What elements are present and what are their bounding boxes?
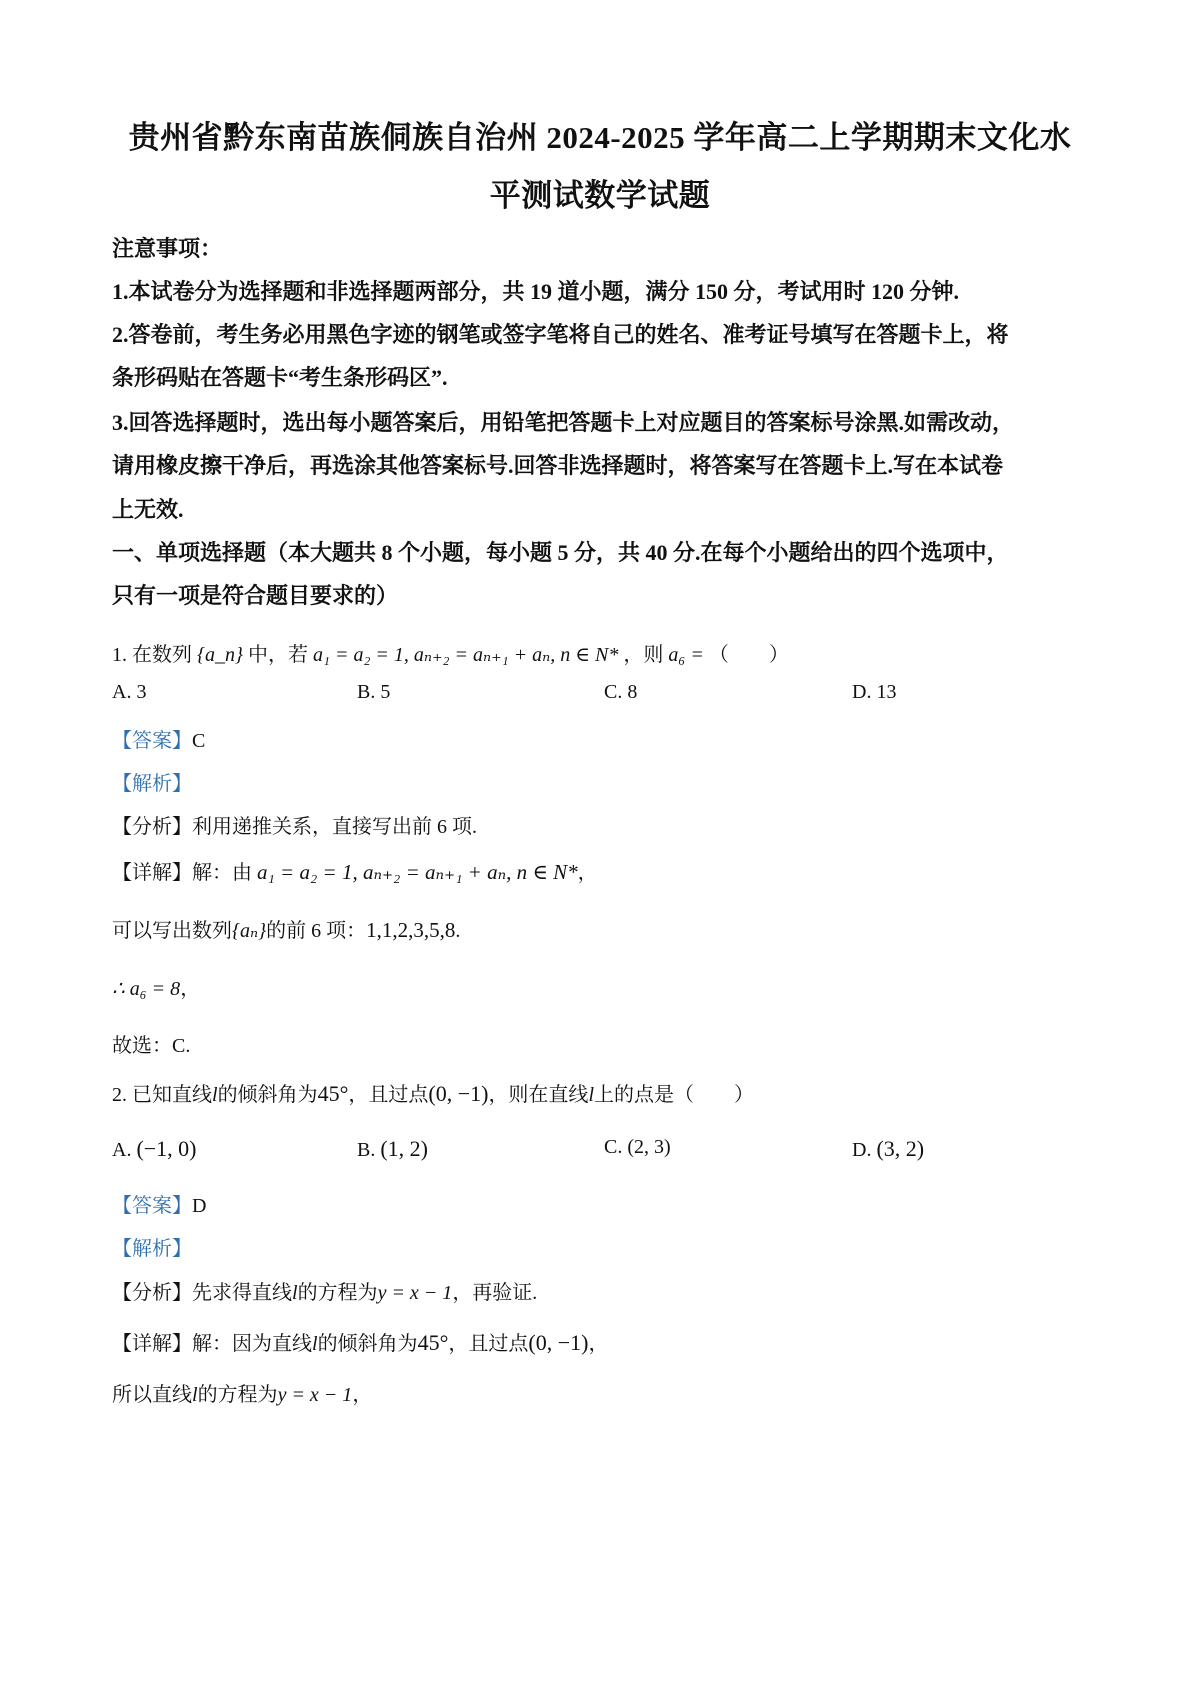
q1-answer-tag: 【答案】 xyxy=(112,730,192,752)
notice-item-3: 3.回答选择题时，选出每小题答案后，用铅笔把答题卡上对应题目的答案标号涂黑.如需改动， xyxy=(112,410,1015,435)
q2-option-d-value: (3, 2) xyxy=(876,1136,925,1161)
title-line-2: 平测试数学试题 xyxy=(489,178,711,213)
q2-mid1: 的倾斜角为 xyxy=(217,1084,318,1106)
q1-write-mid: 的前 6 项： xyxy=(266,920,367,942)
q1-detail-condition: a₁ = a₂ = 1, aₙ₊₂ = aₙ₊₁ + aₙ, n ∈ N* xyxy=(257,860,578,884)
q2-fenxi-mid: 的方程为 xyxy=(297,1282,378,1304)
q2-answer xyxy=(112,1189,206,1218)
notice-item-2: 2.答卷前，考生务必用黑色字迹的钢笔或签字笔将自己的姓名、准考证号填写在答题卡上，将 xyxy=(112,322,1009,347)
q2-mid4: 上的点是（ ） xyxy=(594,1084,754,1106)
q1-option-d: D. 13 xyxy=(852,681,897,703)
q1-answer-value: C xyxy=(192,730,206,752)
q1-detail-prefix: 【详解】解：由 xyxy=(112,862,252,884)
q1-write-values: 1,1,2,3,5,8 xyxy=(366,918,456,942)
q1-choose: 故选：C. xyxy=(112,1035,191,1057)
q2-option-c-value: (2, 3) xyxy=(627,1136,671,1158)
q2-mid2: ，且过点 xyxy=(348,1084,429,1106)
q2-so-l: l xyxy=(192,1384,198,1406)
q1-fenxi: 【分析】利用递推关系，直接写出前 6 项. xyxy=(112,816,477,838)
q1-option-b: B. 5 xyxy=(357,681,391,703)
q1-analysis-tag: 【解析】 xyxy=(112,773,192,795)
q1-write-prefix: 可以写出数列 xyxy=(112,920,232,942)
q1-therefore xyxy=(112,972,200,1001)
q2-fenxi-prefix: 【分析】先求得直线 xyxy=(112,1282,292,1304)
q2-so-prefix: 所以直线 xyxy=(112,1384,192,1406)
notice-heading: 注意事项： xyxy=(112,236,223,261)
q2-option-d-letter: D. xyxy=(852,1139,872,1161)
q2-l: l xyxy=(212,1084,218,1106)
q1-paren: （ ） xyxy=(708,644,789,666)
q1-condition: a₁ = a₂ = 1, aₙ₊₂ = aₙ₊₁ + aₙ, n ∈ N* xyxy=(313,644,619,666)
section-heading-1: 一、单项选择题（本大题共 8 个小题，每小题 5 分，共 40 分.在每个小题给出的四个选项中， xyxy=(112,540,1009,565)
q2-mid3: ，则在直线 xyxy=(488,1084,589,1106)
q2-analysis-tag: 【解析】 xyxy=(112,1238,192,1260)
q2-detail-angle: 45° xyxy=(417,1330,449,1355)
q2-detail-mid1: 的倾斜角为 xyxy=(317,1333,418,1355)
q2-detail-point: (0, −1) xyxy=(528,1330,589,1355)
q2-l-2: l xyxy=(588,1084,594,1106)
notice-item-2-cont: 条形码贴在答题卡“考生条形码区”. xyxy=(112,365,448,390)
q1-prefix: 1. 在数列 xyxy=(112,644,192,666)
q2-so-eq: y = x − 1 xyxy=(277,1384,353,1406)
q1-detail-end: ， xyxy=(577,862,598,884)
q1-write-seq: {aₙ} xyxy=(232,920,267,942)
q1-mid: 中，若 xyxy=(248,644,308,666)
q2-detail-end: ， xyxy=(588,1333,609,1355)
q1-detail xyxy=(112,856,598,885)
q2-option-b xyxy=(357,1136,428,1162)
question-1-stem xyxy=(112,638,789,667)
q1-option-c: C. 8 xyxy=(604,681,638,703)
q2-detail-l: l xyxy=(312,1333,318,1355)
q2-detail-prefix: 【详解】解：因为直线 xyxy=(112,1333,312,1355)
q1-therefore-end: ， xyxy=(180,978,201,1000)
q1-option-a: A. 3 xyxy=(112,681,147,703)
q2-fenxi-end: ，再验证. xyxy=(452,1282,538,1304)
q2-fenxi-l: l xyxy=(292,1282,298,1304)
q2-option-c-letter: C. xyxy=(604,1136,623,1158)
question-2-stem xyxy=(112,1078,754,1107)
q2-option-b-letter: B. xyxy=(357,1139,376,1161)
title-line-1: 贵州省黔东南苗族侗族自治州 2024-2025 学年高二上学期期末文化水 xyxy=(128,120,1072,155)
q2-angle: 45° xyxy=(317,1081,349,1106)
q2-option-b-value: (1, 2) xyxy=(380,1136,428,1161)
q1-seq: {a_n} xyxy=(197,644,243,666)
q1-answer xyxy=(112,724,205,753)
q2-so-mid: 的方程为 xyxy=(197,1384,278,1406)
q2-option-c xyxy=(604,1136,671,1159)
q1-write xyxy=(112,914,460,943)
q2-so xyxy=(112,1378,372,1407)
notice-item-1: 1.本试卷分为选择题和非选择题两部分，共 19 道小题，满分 150 分，考试用时 120 分钟. xyxy=(112,279,960,304)
q2-option-a-value: (−1, 0) xyxy=(136,1136,197,1161)
q2-option-a-letter: A. xyxy=(112,1139,132,1161)
q1-therefore-eq: ∴ a₆ = 8 xyxy=(112,978,181,1000)
q2-option-d xyxy=(852,1136,924,1162)
q2-so-end: ， xyxy=(352,1384,373,1406)
section-heading-2: 只有一项是符合题目要求的） xyxy=(112,583,399,608)
q1-then: ，则 xyxy=(623,644,664,666)
q2-answer-value: D xyxy=(192,1195,207,1217)
q2-answer-tag: 【答案】 xyxy=(112,1195,192,1217)
q2-fenxi-eq: y = x − 1 xyxy=(377,1282,453,1304)
notice-item-3-cont: 请用橡皮擦干净后，再选涂其他答案标号.回答非选择题时，将答案写在答题卡上.写在本试卷 xyxy=(112,453,1004,478)
q2-detail-mid2: ，且过点 xyxy=(448,1333,529,1355)
q1-write-end: . xyxy=(455,920,461,942)
q1-target: a₆ = xyxy=(668,644,704,666)
notice-item-3-end: 上无效. xyxy=(112,497,184,522)
q2-point: (0, −1) xyxy=(428,1081,489,1106)
q2-fenxi xyxy=(112,1276,537,1305)
q2-detail xyxy=(112,1327,608,1356)
q2-prefix: 2. 已知直线 xyxy=(112,1084,212,1106)
q2-option-a xyxy=(112,1136,197,1162)
